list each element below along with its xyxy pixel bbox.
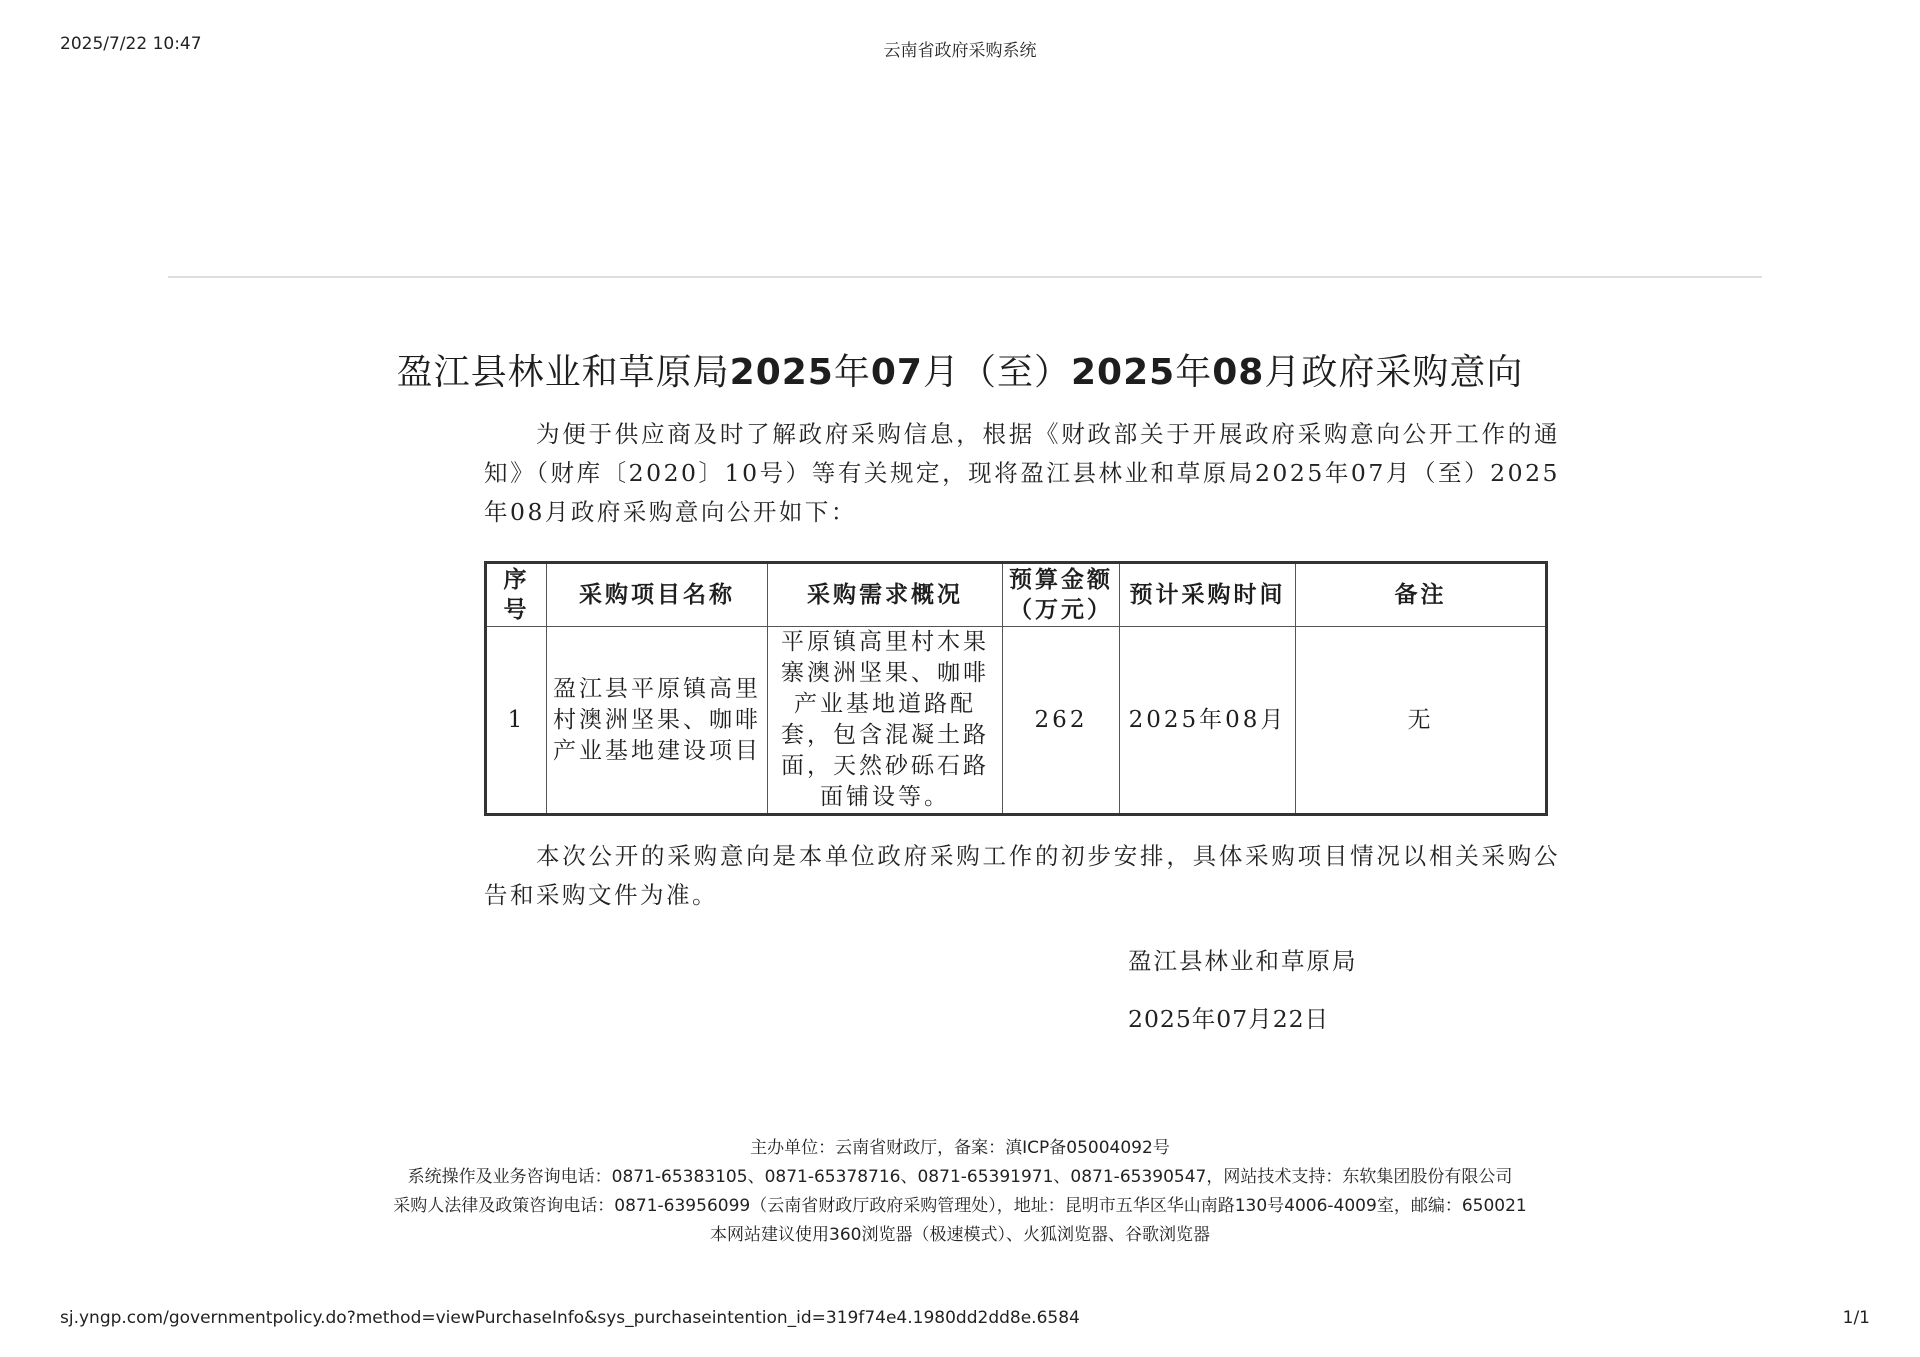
print-footer-url: sj.yngp.com/governmentpolicy.do?method=viewPurchaseInfo&sys_purchaseintention_id=319f74e4.1980dd2dd8e.6584 bbox=[60, 1308, 1080, 1328]
title-org: 盈江县林业和草原局 bbox=[396, 352, 730, 393]
cell-remark: 无 bbox=[1296, 627, 1547, 815]
footer-sponsor: 主办单位：云南省财政厅，备案：滇ICP备05004092号 bbox=[750, 1138, 1170, 1158]
cell-no: 1 bbox=[486, 627, 547, 815]
cell-project-name: 盈江县平原镇高里村澳洲坚果、咖啡产业基地建设项目 bbox=[547, 627, 768, 815]
header-time: 预计采购时间 bbox=[1120, 563, 1296, 627]
header-budget-line1: 预算金额 bbox=[1009, 566, 1113, 593]
title-year-unit-end: 年 bbox=[1175, 352, 1213, 393]
title-range-word: 月（至） bbox=[922, 352, 1071, 393]
print-footer-page-number: 1/1 bbox=[1842, 1308, 1870, 1328]
footer-browser-tip: 本网站建议使用360浏览器（极速模式）、火狐浏览器、谷歌浏览器 bbox=[710, 1225, 1210, 1245]
header-budget-line2: （万元） bbox=[1009, 596, 1113, 623]
table-row bbox=[486, 627, 1547, 815]
signature-date: 2025年07月22日 bbox=[1128, 1005, 1330, 1033]
page-title bbox=[0, 344, 1920, 395]
cell-time: 2025年08月 bbox=[1120, 627, 1296, 815]
footer-legal-phone: 采购人法律及政策咨询电话：0871-63956099（云南省财政厅政府采购管理处），地址：昆明市五华区华山南路130号4006-4009室，邮编：650021 bbox=[393, 1196, 1527, 1216]
header-budget bbox=[1003, 563, 1120, 627]
purchase-intention-table bbox=[484, 561, 1548, 816]
signature-org: 盈江县林业和草原局 bbox=[1128, 947, 1358, 975]
cell-budget: 262 bbox=[1003, 627, 1120, 815]
header-no: 序号 bbox=[486, 563, 547, 627]
header-requirement: 采购需求概况 bbox=[768, 563, 1003, 627]
header-divider bbox=[168, 276, 1762, 278]
title-year-start: 2025 bbox=[729, 352, 834, 393]
title-month-end: 08 bbox=[1212, 352, 1265, 393]
print-header-site-title: 云南省政府采购系统 bbox=[883, 41, 1037, 61]
title-year-unit-start: 年 bbox=[833, 352, 871, 393]
intro-paragraph: 为便于供应商及时了解政府采购信息，根据《财政部关于开展政府采购意向公开工作的通知》（财库〔2020〕10号）等有关规定，现将盈江县林业和草原局2025年07月（至）2025年08月政府采购意向公开如下： bbox=[484, 420, 1560, 526]
header-remark: 备注 bbox=[1296, 563, 1547, 627]
title-month-start: 07 bbox=[870, 352, 923, 393]
title-suffix: 月政府采购意向 bbox=[1264, 352, 1524, 393]
table-header-row bbox=[486, 563, 1547, 627]
header-project-name: 采购项目名称 bbox=[547, 563, 768, 627]
title-year-end: 2025 bbox=[1071, 352, 1176, 393]
print-header-datetime: 2025/7/22 10:47 bbox=[60, 34, 202, 54]
cell-requirement: 平原镇高里村木果寨澳洲坚果、咖啡产业基地道路配套，包含混凝土路面，天然砂砾石路面铺设等。 bbox=[768, 627, 1003, 815]
closing-paragraph: 本次公开的采购意向是本单位政府采购工作的初步安排，具体采购项目情况以相关采购公告和采购文件为准。 bbox=[484, 842, 1560, 909]
footer-support-phone: 系统操作及业务咨询电话：0871-65383105、0871-65378716、0871-65391971、0871-65390547，网站技术支持：东软集团股份有限公司 bbox=[407, 1167, 1513, 1187]
